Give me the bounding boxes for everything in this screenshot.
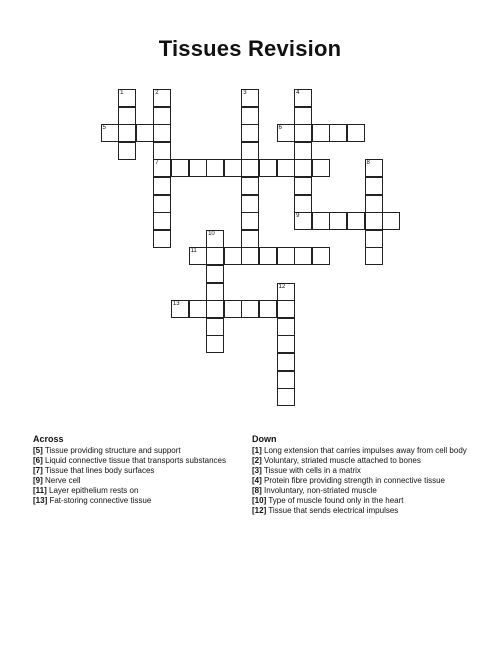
down-heading: Down bbox=[252, 434, 277, 444]
grid-cell[interactable] bbox=[259, 159, 277, 177]
grid-cell[interactable] bbox=[206, 159, 224, 177]
clue-across-13: [13] Fat-storing connective tissue bbox=[33, 496, 152, 505]
grid-cell[interactable] bbox=[365, 195, 383, 213]
grid-cell[interactable] bbox=[312, 247, 330, 265]
grid-cell[interactable] bbox=[171, 159, 189, 177]
clue-number: 13 bbox=[172, 301, 180, 308]
clue-number: 8 bbox=[366, 160, 370, 167]
grid-cell[interactable] bbox=[241, 89, 259, 107]
grid-cell[interactable] bbox=[153, 212, 171, 230]
grid-cell[interactable] bbox=[241, 124, 259, 142]
grid-cell[interactable] bbox=[224, 159, 242, 177]
grid-cell[interactable] bbox=[241, 142, 259, 160]
grid-cell[interactable] bbox=[347, 124, 365, 142]
grid-cell[interactable] bbox=[241, 300, 259, 318]
clue-number: 6 bbox=[278, 125, 282, 132]
grid-cell[interactable] bbox=[277, 300, 295, 318]
grid-cell[interactable] bbox=[101, 124, 119, 142]
grid-cell[interactable] bbox=[312, 212, 330, 230]
clue-across-9: [9] Nerve cell bbox=[33, 476, 81, 485]
grid-cell[interactable] bbox=[277, 124, 295, 142]
clue-number: 11 bbox=[190, 248, 197, 255]
clue-number: 10 bbox=[208, 230, 215, 237]
grid-cell[interactable] bbox=[241, 230, 259, 248]
grid-cell[interactable] bbox=[206, 265, 224, 283]
grid-cell[interactable] bbox=[294, 195, 312, 213]
grid-cell[interactable] bbox=[118, 124, 136, 142]
clue-across-6: [6] Liquid connective tissue that transports substances bbox=[33, 456, 227, 465]
grid-cell[interactable] bbox=[153, 159, 171, 177]
grid-cell[interactable] bbox=[277, 283, 295, 301]
grid-cell[interactable] bbox=[365, 177, 383, 195]
clue-across-11: [11] Layer epithelium rests on bbox=[33, 486, 139, 495]
grid-cell[interactable] bbox=[277, 371, 295, 389]
grid-cell[interactable] bbox=[294, 247, 312, 265]
grid-cell[interactable] bbox=[312, 124, 330, 142]
across-heading: Across bbox=[33, 434, 64, 444]
clue-number: 2 bbox=[155, 90, 159, 96]
clue-number: 5 bbox=[102, 125, 106, 132]
grid-cell[interactable] bbox=[277, 388, 295, 406]
down-clues bbox=[252, 434, 467, 516]
grid-cell[interactable] bbox=[382, 212, 400, 230]
grid-cell[interactable] bbox=[277, 353, 295, 371]
grid-cell[interactable] bbox=[189, 247, 207, 265]
grid-cell[interactable] bbox=[294, 107, 312, 125]
clue-down-2: [2] Voluntary, striated muscle attached to bones bbox=[252, 456, 421, 465]
grid-cell[interactable] bbox=[294, 177, 312, 195]
grid-cell[interactable] bbox=[241, 247, 259, 265]
page-title: Tissues Revision bbox=[158, 36, 342, 61]
grid-cell[interactable] bbox=[153, 89, 171, 107]
grid-cell[interactable] bbox=[241, 159, 259, 177]
grid-cell[interactable] bbox=[189, 300, 207, 318]
grid-cell[interactable] bbox=[206, 300, 224, 318]
grid-cell[interactable] bbox=[206, 335, 224, 353]
grid-cell[interactable] bbox=[312, 159, 330, 177]
grid-cell[interactable] bbox=[294, 159, 312, 177]
clue-down-10: [10] Type of muscle found only in the heart bbox=[252, 496, 404, 505]
across-clues bbox=[33, 434, 243, 506]
grid-cell[interactable] bbox=[171, 300, 189, 318]
grid-cell[interactable] bbox=[241, 212, 259, 230]
grid-cell[interactable] bbox=[294, 89, 312, 107]
clue-number: 9 bbox=[296, 213, 300, 220]
grid-cell[interactable] bbox=[294, 142, 312, 160]
grid-cell[interactable] bbox=[294, 212, 312, 230]
grid-cell[interactable] bbox=[277, 159, 295, 177]
clue-down-3: [3] Tissue with cells in a matrix bbox=[252, 466, 361, 475]
clue-down-8: [8] Involuntary, non-striated muscle bbox=[252, 486, 377, 495]
grid-cell[interactable] bbox=[294, 124, 312, 142]
grid-cell[interactable] bbox=[365, 159, 383, 177]
grid-cell[interactable] bbox=[241, 107, 259, 125]
grid-cell[interactable] bbox=[118, 89, 136, 107]
grid-cell[interactable] bbox=[153, 195, 171, 213]
grid-cell[interactable] bbox=[241, 195, 259, 213]
grid-cell[interactable] bbox=[277, 335, 295, 353]
grid-cell[interactable] bbox=[118, 107, 136, 125]
clue-across-5: [5] Tissue providing structure and support bbox=[33, 446, 181, 455]
grid-cell[interactable] bbox=[259, 247, 277, 265]
grid-cell[interactable] bbox=[224, 247, 242, 265]
clue-down-4: [4] Protein fibre providing strength in connective tissue bbox=[252, 476, 446, 485]
clue-number: 12 bbox=[278, 283, 286, 290]
grid-cell[interactable] bbox=[206, 318, 224, 336]
clue-number: 1 bbox=[120, 90, 124, 96]
grid-cell[interactable] bbox=[365, 212, 383, 230]
grid-cell[interactable] bbox=[153, 177, 171, 195]
grid-cell[interactable] bbox=[153, 107, 171, 125]
clue-number: 7 bbox=[155, 160, 159, 167]
grid-cell[interactable] bbox=[329, 124, 347, 142]
grid-cell[interactable] bbox=[136, 124, 154, 142]
clue-down-12: [12] Tissue that sends electrical impulses bbox=[252, 506, 399, 515]
grid-cell[interactable] bbox=[153, 230, 171, 248]
grid-cell[interactable] bbox=[189, 159, 207, 177]
grid-cell[interactable] bbox=[224, 300, 242, 318]
grid-cell[interactable] bbox=[347, 212, 365, 230]
grid-cell[interactable] bbox=[241, 177, 259, 195]
grid-cell[interactable] bbox=[259, 300, 277, 318]
clue-across-7: [7] Tissue that lines body surfaces bbox=[33, 466, 155, 475]
grid-cell[interactable] bbox=[365, 247, 383, 265]
grid-cell[interactable] bbox=[118, 142, 136, 160]
clue-number: 3 bbox=[243, 90, 247, 96]
grid-cell[interactable] bbox=[277, 247, 295, 265]
grid-cell[interactable] bbox=[329, 212, 347, 230]
grid-cell[interactable] bbox=[206, 230, 224, 248]
clue-down-1: [1] Long extension that carries impulses away from cell body bbox=[252, 446, 467, 455]
clue-number: 4 bbox=[296, 90, 300, 96]
grid-cell[interactable] bbox=[153, 142, 171, 160]
grid-cell[interactable] bbox=[365, 230, 383, 248]
grid-cell[interactable] bbox=[206, 283, 224, 301]
grid-cell[interactable] bbox=[277, 318, 295, 336]
grid-cell[interactable] bbox=[206, 247, 224, 265]
grid-cell[interactable] bbox=[153, 124, 171, 142]
